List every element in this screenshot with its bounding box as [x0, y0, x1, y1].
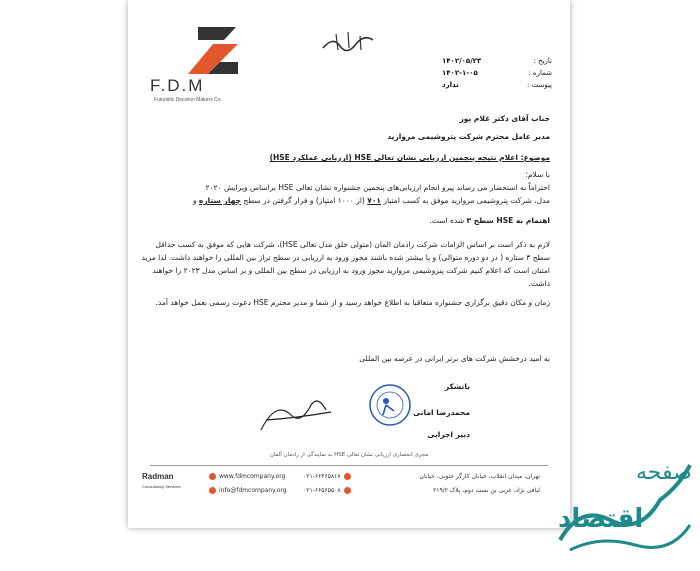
company-name: F.D.M: [150, 76, 205, 95]
email-row: [206, 484, 301, 498]
attachment-value: ندارد: [442, 81, 459, 89]
paragraph-1: [140, 181, 550, 227]
email-link[interactable]: info@fdmcompany.org: [219, 487, 287, 494]
phone-icon: [344, 473, 351, 480]
subject-line: موضوع: اعلام نتیجه پنجمین ارزیابی نشان تعالی HSE (ارزیابی عملکرد HSE): [269, 153, 550, 162]
phone-1-row: [303, 470, 388, 484]
stamp-icon: [368, 383, 412, 427]
radman-logo: [142, 470, 202, 490]
recipient-line-2: مدیر عامل محترم شرکت پتروشیمی مروارید: [387, 132, 550, 141]
hse-level: اهتمام به HSE سطح ۳: [466, 216, 550, 225]
sign-thanks: باتشکر: [444, 382, 470, 391]
paragraph-1-line-1: احتراماً به استحضار می رساند پیرو انجام ارزیابی‌های پنجمین جشنواره نشان تعالی HSE براساس ویرایش ۲۰۲۰: [205, 183, 550, 192]
radman-name: Radman: [142, 472, 174, 481]
radman-sub: Consultancy Services: [142, 484, 181, 489]
number-label: شماره :: [528, 69, 552, 77]
paragraph-3: زمان و مکان دقیق برگزاری جشنواره متعاقبا به اطلاع خواهد رسید و از شما و مدیر محترم HSE دعوت رسمی بعمل خواهد آمد.: [155, 298, 550, 307]
footer-web: [206, 470, 301, 498]
paragraph-1-text-c: (از ۱۰۰۰ امتیاز) و قرار گرفتن در سطح: [243, 196, 365, 205]
attachment-label: پیوست :: [527, 81, 552, 89]
greeting: با سلام؛: [525, 170, 550, 179]
letter-meta: [442, 55, 552, 91]
signer-title: دبیر اجرایی: [427, 430, 470, 439]
closing-line: به امید درخشش شرکت های برتر ایرانی در عرصه بین المللی: [359, 354, 550, 363]
paragraph-1-text-d: و: [192, 196, 197, 205]
paragraph-1-line-2: [140, 194, 550, 207]
star-level: چهار ستاره: [198, 196, 241, 205]
address-line-2: لبافی نژاد، غربی بن بست دوم، پلاک ۲۱۹/۲: [433, 487, 540, 494]
footer-phones: [303, 470, 388, 498]
email-icon: [209, 487, 216, 494]
company-tagline: Futuristic Decision Makers Co.: [154, 97, 222, 103]
score-value: ۷۰۱: [367, 196, 381, 205]
footer-address: [400, 470, 540, 498]
watermark-logo-icon: [540, 445, 700, 565]
paragraph-2: لازم به ذکر است بر اساس الزامات شرکت رادمان المان (متولی خلق مدل تعالی HSE)، شرکت هایی که موفق به کسب حداقل سطح ۳ ستاره ( در دو دوره متوالی) و یا بیشتر شده باشند مجوز ورود به ارزیابی در سطح تراز بین المللی را خواهند داشت. لذا مزید امتنان است که اعلام کنیم شرکت پتروشیمی مروارید مجوز ورود به ارزیابی در سطح بین المللی و بر اساس مدل ۲۰۲۳ را خواهند داشت.: [141, 240, 550, 288]
signature-icon: [256, 390, 336, 440]
date-label: تاریخ :: [533, 57, 552, 65]
phone-2-row: [303, 484, 388, 498]
paragraph-1-text-f: شده است.: [429, 216, 465, 225]
footer-note: مجری انحصاری ارزیابی نشان تعالی HSE به نمایندگی از رادمان آلمان: [269, 452, 429, 458]
address-line-1: تهران، میدان انقلاب، خیابان کارگر جنوبی، خیابان: [419, 473, 540, 480]
footer-divider: [150, 465, 548, 466]
letter-page: [128, 0, 570, 528]
watermark-text-2: اقتصاد: [558, 504, 644, 534]
website-row: [206, 470, 301, 484]
watermark-text-1: صفحه: [636, 460, 692, 485]
calligraphy-icon: [318, 26, 378, 58]
signer-name: محمدرضا امانی: [413, 408, 470, 417]
phone-1: ۰۲۱-۶۶۴۶۵۸۱۷: [303, 473, 341, 480]
paragraph-1-text-b: مدل، شرکت پتروشیمی مروارید موفق به کسب امتیاز: [383, 196, 550, 205]
number-value: ۱۴۰۲-۱-۰۵: [442, 69, 478, 77]
recipient-line-1: جناب آقای دکتر غلام پور: [459, 114, 550, 123]
paragraph-1-line-3: [140, 214, 550, 227]
website-link[interactable]: www.fdmcompany.org: [219, 473, 286, 480]
globe-icon: [209, 473, 216, 480]
fax-icon: [344, 487, 351, 494]
phone-2: ۰۲۱-۶۶۵۶۵۵۰۸: [303, 487, 341, 494]
date-value: ۱۴۰۲/۰۵/۲۳: [442, 57, 482, 65]
